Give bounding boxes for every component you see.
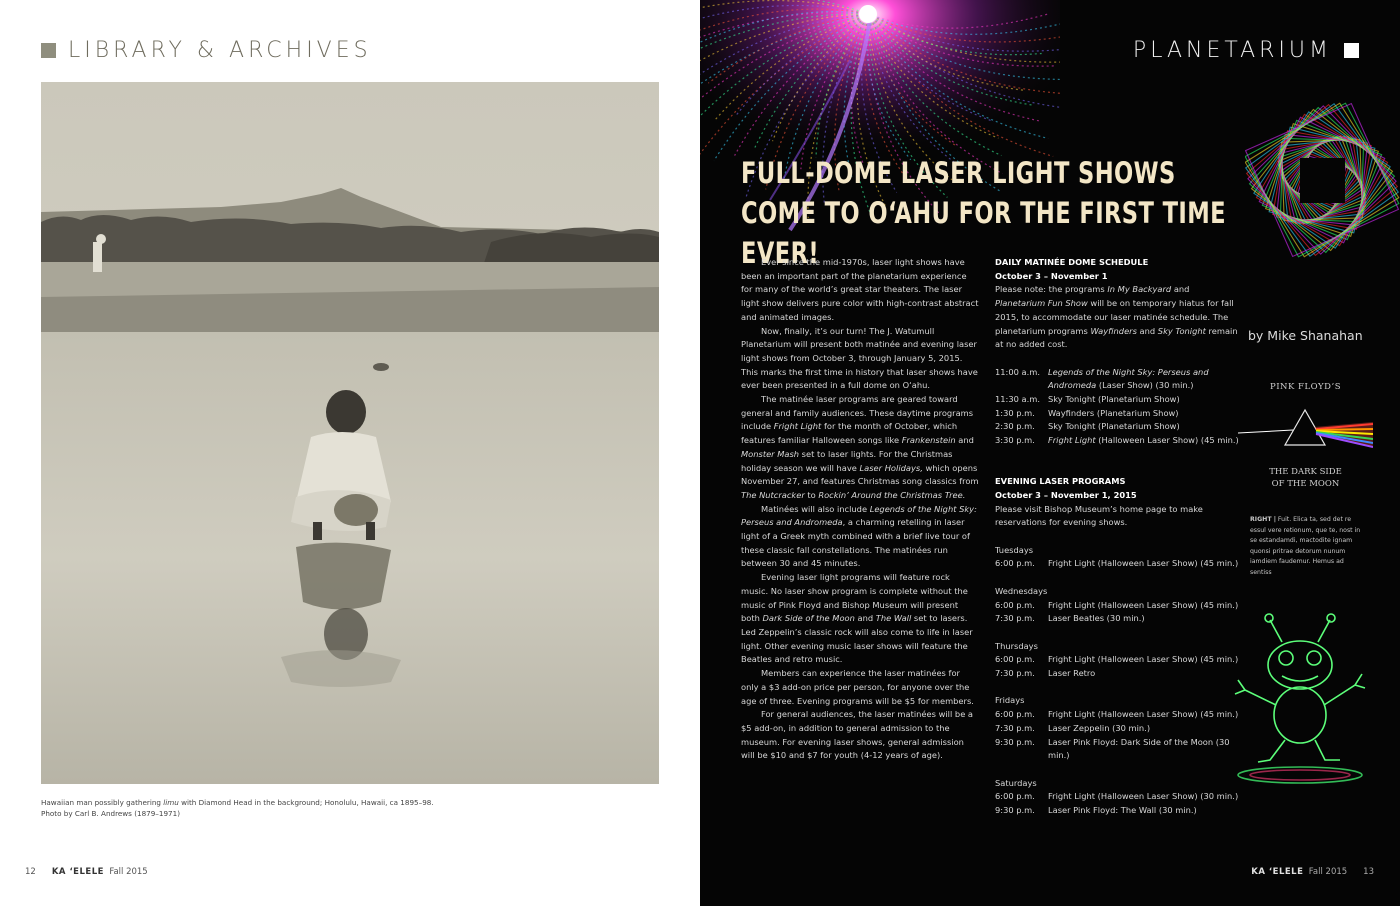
show-title: Fright Light (Halloween Laser Show) (45 min.) (1048, 599, 1239, 610)
prism-icon (1238, 400, 1373, 460)
album-title-bottom: THE DARK SIDE OF THE MOON (1269, 467, 1342, 489)
schedule-row (995, 790, 1240, 804)
article-paragraph: Evening laser light programs will feature rock music. No laser show program is complete without the music of Pink Floyd and Bishop Museum will present both Dark Side of the Moon and The Wall set to lasers. Led Zeppelin’s classic rock will also come to life in laser light. Other evening music laser shows will feature the Beatles and retro music. (741, 572, 973, 665)
photo-credit: Photo by Carl B. Andrews (1879–1971) (41, 809, 180, 818)
article-byline: by Mike Shanahan (1248, 328, 1363, 343)
section-title: PLANETARIUM (1132, 38, 1332, 63)
section-header-library (41, 38, 372, 63)
matinee-heading: DAILY MATINÉE DOME SCHEDULE (995, 257, 1149, 267)
right-footer (1251, 867, 1374, 877)
day-label: Fridays (995, 695, 1025, 706)
article-paragraph: Members can experience the laser matinées for only a $3 add-on price per person, for anyone over the age of three. Evening programs will be $5 for members. (741, 668, 974, 706)
schedule-row: 11:30 a.m. Sky Tonight (Planetarium Show) (995, 394, 1180, 405)
headline-line: COME TO O‘AHU FOR THE FIRST TIME EVER! (741, 196, 1226, 270)
schedule-row: 3:30 p.m. Fright Light (Halloween Laser Show) (45 min.) (995, 435, 1239, 446)
schedule-row (995, 612, 1240, 626)
schedule-row (995, 736, 1240, 763)
left-footer (25, 867, 148, 877)
schedule-row (995, 653, 1240, 667)
day-label: Wednesdays (995, 585, 1048, 596)
right-page (700, 0, 1400, 906)
matinee-note: Please note: the programs In My Backyard and Planetarium Fun Show will be on temporary hiatus for fall 2015, to accommodate our laser matinée schedule. The planetarium programs Wayfinders and Sky Tonight remain at no added cost. (995, 284, 1238, 350)
magazine-name: KA ‘ELELE (1251, 867, 1304, 877)
magazine-name: KA ‘ELELE (51, 867, 104, 877)
day-label: Tuesdays (995, 544, 1034, 555)
show-time: 6:00 p.m. (995, 791, 1035, 802)
show-title: Laser Pink Floyd: Dark Side of the Moon (30 min.) (1048, 736, 1230, 761)
evening-days (995, 530, 1240, 818)
show-title: Laser Beatles (30 min.) (1048, 613, 1145, 624)
section-square-icon (1344, 43, 1359, 58)
image-caption: RIGHT | Fuit. Elica ta, sed det re essul vere retionum, que te, nost in se estandamdi, mactodite ignam quonsi pritrae detorum nunum iamdiem faudemur. Hemus ad sentiss (1250, 516, 1361, 576)
evening-dates: October 3 – November 1, 2015 (995, 489, 1137, 500)
schedule-row (995, 804, 1240, 818)
article-headline (741, 153, 1240, 273)
article-paragraph: For general audiences, the laser matinées will be a $5 add-on, in addition to general admission to the museum. For evening laser shows, general admission will be $10 and $7 for youth (4-12 years of age). (741, 709, 974, 761)
schedule-row (995, 708, 1240, 722)
article-paragraph: Ever since the mid-1970s, laser light shows have been an important part of the planetarium experience for many of the world’s great star theaters. The laser light show delivers pure color with high-contrast abstract and animated images. (741, 257, 979, 322)
show-time: 6:00 p.m. (995, 599, 1035, 610)
day-label: Thursdays (995, 640, 1038, 651)
laser-mandala-image (1245, 78, 1400, 288)
show-title: Laser Pink Floyd: The Wall (30 min.) (1048, 805, 1197, 816)
page-number: 13 (1363, 867, 1374, 877)
schedule-row: 2:30 p.m. Sky Tonight (Planetarium Show) (995, 421, 1180, 432)
show-time: 6:00 p.m. (995, 558, 1035, 569)
show-schedule (995, 256, 1240, 818)
schedule-row (995, 599, 1240, 613)
show-time: 9:30 p.m. (995, 736, 1035, 747)
show-title: Laser Retro (1048, 668, 1096, 679)
show-title: Fright Light (Halloween Laser Show) (45 min.) (1048, 709, 1239, 720)
show-time: 7:30 p.m. (995, 668, 1035, 679)
show-time: 6:00 p.m. (995, 654, 1035, 665)
day-block (995, 763, 1240, 818)
historic-photo (41, 82, 659, 784)
issue-label: Fall 2015 (109, 867, 148, 877)
article-body (741, 256, 979, 763)
issue-label: Fall 2015 (1308, 867, 1348, 877)
laser-alien-frog-image (1230, 610, 1370, 785)
show-time: 9:30 p.m. (995, 805, 1035, 816)
album-title-top: PINK FLOYD’S (1269, 382, 1342, 392)
day-block (995, 571, 1240, 626)
article-paragraph: Now, finally, it’s our turn! The J. Watumull Planetarium will present both matinée and evening laser light shows from October 3, through January 5, 2015. This marks the first time in history that laser shows have ever been presented in a full dome on O‘ahu. (741, 325, 978, 391)
beach-photo-illustration (41, 82, 659, 784)
evening-note: Please visit Bishop Museum’s home page to make reservations for evening shows. (995, 503, 1203, 528)
caption-text: Hawaiian man possibly gathering (41, 798, 164, 807)
day-block (995, 530, 1240, 571)
caption-emphasis: limu (163, 798, 179, 807)
section-header-planetarium (1133, 38, 1359, 63)
headline-line: FULL-DOME LASER LIGHT SHOWS (741, 156, 1176, 190)
caption-text: with Diamond Head in the background; Honolulu, Hawaii, ca 1895–98. (178, 798, 434, 807)
section-square-icon (41, 43, 56, 58)
evening-heading: EVENING LASER PROGRAMS (995, 476, 1126, 487)
show-time: 7:30 p.m. (995, 613, 1035, 624)
show-title: Fright Light (Halloween Laser Show) (30 min.) (1048, 791, 1239, 802)
matinee-dates: October 3 – November 1 (995, 270, 1108, 281)
show-title: Laser Zeppelin (30 min.) (1048, 722, 1151, 733)
schedule-row: 1:30 p.m. Wayfinders (Planetarium Show) (995, 407, 1179, 418)
show-title: Fright Light (Halloween Laser Show) (45 min.) (1048, 558, 1239, 569)
photo-caption (41, 797, 641, 819)
day-block (995, 626, 1240, 681)
schedule-row (995, 722, 1240, 736)
article-paragraph: The matinée laser programs are geared toward general and family audiences. These daytime programs include Fright Light for the month of October, which features familiar Halloween songs like Frankenstein and Monster Mash set to laser lights. For the Christmas holiday season we will have Laser Holidays, which opens November 27, and features Christmas song classics from The Nutcracker to Rockin’ Around the Christmas Tree. (741, 394, 979, 500)
schedule-row (995, 667, 1240, 681)
article-paragraph: Matinées will also include Legends of the Night Sky: Perseus and Andromeda, a charming retelling in laser light of a Greek myth combined with a brief live tour of these classic fall constellations. The matinées run between 30 and 45 minutes. (741, 503, 977, 569)
show-title: Fright Light (Halloween Laser Show) (45 min.) (1048, 654, 1239, 665)
day-block (995, 681, 1240, 763)
schedule-row (995, 557, 1240, 571)
show-time: 6:00 p.m. (995, 709, 1035, 720)
album-art (1238, 382, 1373, 490)
show-time: 7:30 p.m. (995, 722, 1035, 733)
page-number: 12 (25, 867, 36, 877)
section-title: LIBRARY & ARCHIVES (68, 38, 372, 63)
schedule-row: 11:00 a.m. Legends of the Night Sky: Perseus and Andromeda (Laser Show) (30 min.) (995, 366, 1209, 391)
day-label: Saturdays (995, 777, 1037, 788)
